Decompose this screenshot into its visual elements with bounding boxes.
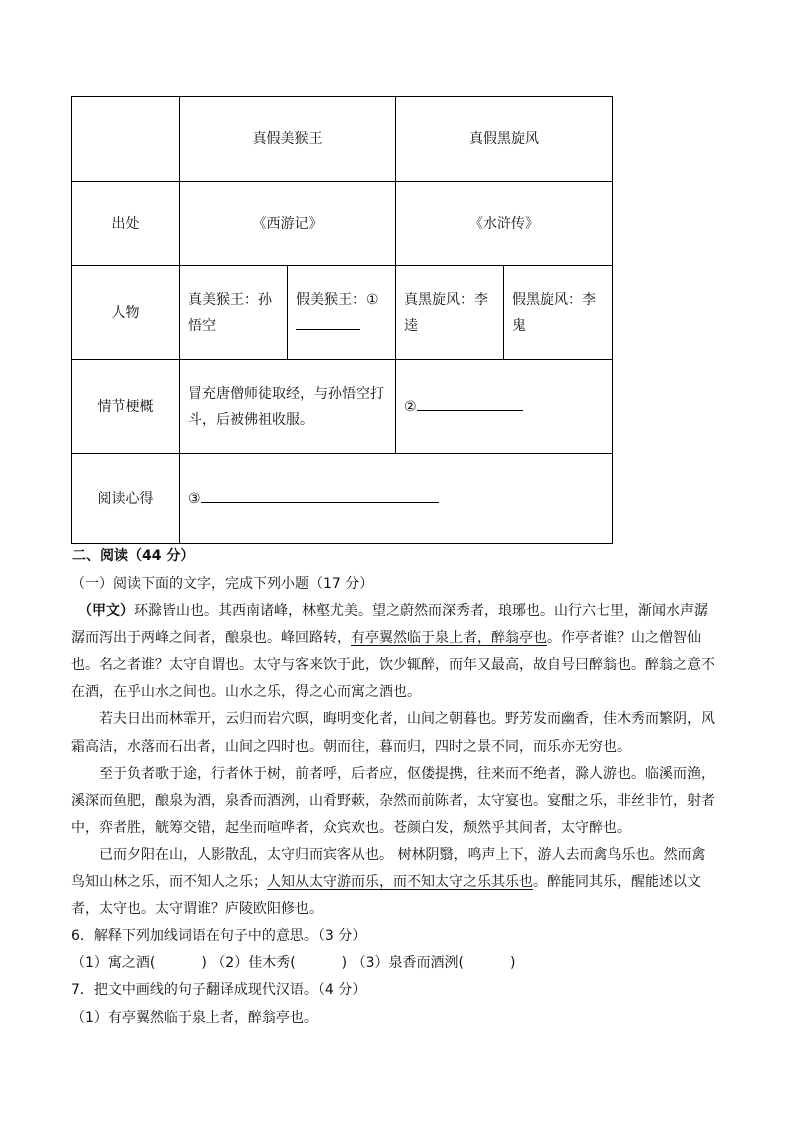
answer-blank-1[interactable] — [296, 313, 387, 339]
passage-line: 已而夕阳在山，人影散乱，太守归而宾客从也。 树林阴翳，鸣声上下，游人去而禽鸟乐也。然而禽 — [99, 846, 706, 863]
underlined-sentence: 有亭翼然临于泉上者，醉翁亭也 — [351, 630, 547, 647]
cell-text: 假黑旋风：李 — [512, 291, 596, 308]
header-cell: 真假美猴王 — [180, 97, 396, 182]
passage-line: 若夫日出而林霏开，云归而岩穴暝，晦明变化者，山间之朝暮也。野芳发而幽香，佳木秀而繁阴，风 — [99, 711, 715, 728]
section-title: 二、阅读（44 分） — [72, 548, 195, 564]
row-label: 出处 — [72, 182, 180, 266]
answer-blank-3[interactable] — [201, 488, 439, 503]
table-row-reflection — [72, 454, 613, 544]
passage-line: 潺而泻出于两峰之间者，酿泉也。峰回路转，有亭翼然临于泉上者，醉翁亭也。作亭者谁？山之僧智仙 — [71, 630, 701, 647]
table-cell — [504, 266, 613, 360]
table-cell — [396, 266, 504, 360]
table-cell — [180, 360, 396, 454]
underlined-sentence: 人知从太守游而乐，而不知太守之乐其乐也 — [267, 874, 533, 891]
passage-line: 溪深而鱼肥，酿泉为酒，泉香而酒洌，山肴野蔌，杂然而前陈者，太守宴也。宴酣之乐，非丝非竹，射者 — [71, 792, 715, 809]
table-cell — [180, 454, 613, 544]
passage-line: （甲文）环滁皆山也。其西南诸峰，林壑尤美。望之蔚然而深秀者，琅琊也。山行六七里，渐闻水声潺 — [78, 603, 708, 620]
cell-text: 鬼 — [512, 317, 526, 334]
answer-blank-2[interactable] — [417, 396, 523, 411]
sub-title: （一）阅读下面的文字，完成下列小题（17 分） — [71, 576, 374, 592]
cell-text: 假美猴王：① — [296, 291, 379, 308]
row-label: 人物 — [72, 266, 180, 360]
comparison-table — [71, 96, 613, 544]
table-cell — [288, 266, 396, 360]
table-corner-cell — [72, 97, 180, 182]
question-6: 6．解释下列加线词语在句子中的意思。（3 分） — [71, 928, 367, 945]
cell-text: 真美猴王：孙 — [188, 291, 272, 308]
table-cell: 《西游记》 — [180, 182, 396, 266]
passage-line: 霜高洁，水落而石出者，山间之四时也。朝而往，暮而归，四时之景不同，而乐亦无穷也。 — [71, 738, 631, 755]
row-label: 情节梗概 — [72, 360, 180, 454]
cell-text: 逵 — [404, 317, 418, 334]
passage-tag: （甲文） — [78, 603, 134, 620]
passage-line: 者，太守也。太守谓谁？庐陵欧阳修也。 — [71, 901, 323, 918]
passage-line: 中，弈者胜，觥筹交错，起坐而喧哗者，众宾欢也。苍颜白发，颓然乎其间者，太守醉也。 — [71, 819, 631, 836]
cell-text: ② — [404, 398, 417, 415]
table-cell — [396, 360, 613, 454]
passage-line: 鸟知山林之乐，而不知人之乐；人知从太守游而乐，而不知太守之乐其乐也。醉能同其乐，醒能述以文 — [71, 874, 701, 891]
table-row-characters — [72, 266, 613, 360]
table-cell: 《水浒传》 — [396, 182, 613, 266]
cell-text: ③ — [188, 490, 201, 507]
cell-text: 悟空 — [188, 317, 216, 334]
table-row-source — [72, 182, 613, 266]
passage-line: 在酒，在乎山水之间也。山水之乐，得之心而寓之酒也。 — [71, 684, 421, 701]
reading-section — [71, 571, 721, 1032]
question-6-items: （1）寓之酒( ) （2）佳木秀( ) （3）泉香而酒洌( ) — [71, 955, 516, 972]
table-header-row — [72, 97, 613, 182]
question-7: 7．把文中画线的句子翻译成现代汉语。（4 分） — [71, 982, 367, 999]
cell-text: 斗，后被佛祖收服。 — [188, 411, 314, 428]
row-label: 阅读心得 — [72, 454, 180, 544]
table-row-plot — [72, 360, 613, 454]
cell-text: 冒充唐僧师徒取经，与孙悟空打 — [188, 385, 384, 402]
passage-line: 也。名之者谁？太守自谓也。太守与客来饮于此，饮少辄醉，而年又最高，故自号曰醉翁也。醉翁之意不 — [71, 657, 715, 674]
question-7-item: （1）有亭翼然临于泉上者，醉翁亭也。 — [71, 1009, 318, 1026]
cell-text: 真黑旋风：李 — [404, 291, 488, 308]
header-cell: 真假黑旋风 — [396, 97, 613, 182]
table-cell — [180, 266, 288, 360]
passage-line: 至于负者歌于途，行者休于树，前者呼，后者应，伛偻提携，往来而不绝者，滁人游也。临溪而渔， — [99, 765, 715, 782]
